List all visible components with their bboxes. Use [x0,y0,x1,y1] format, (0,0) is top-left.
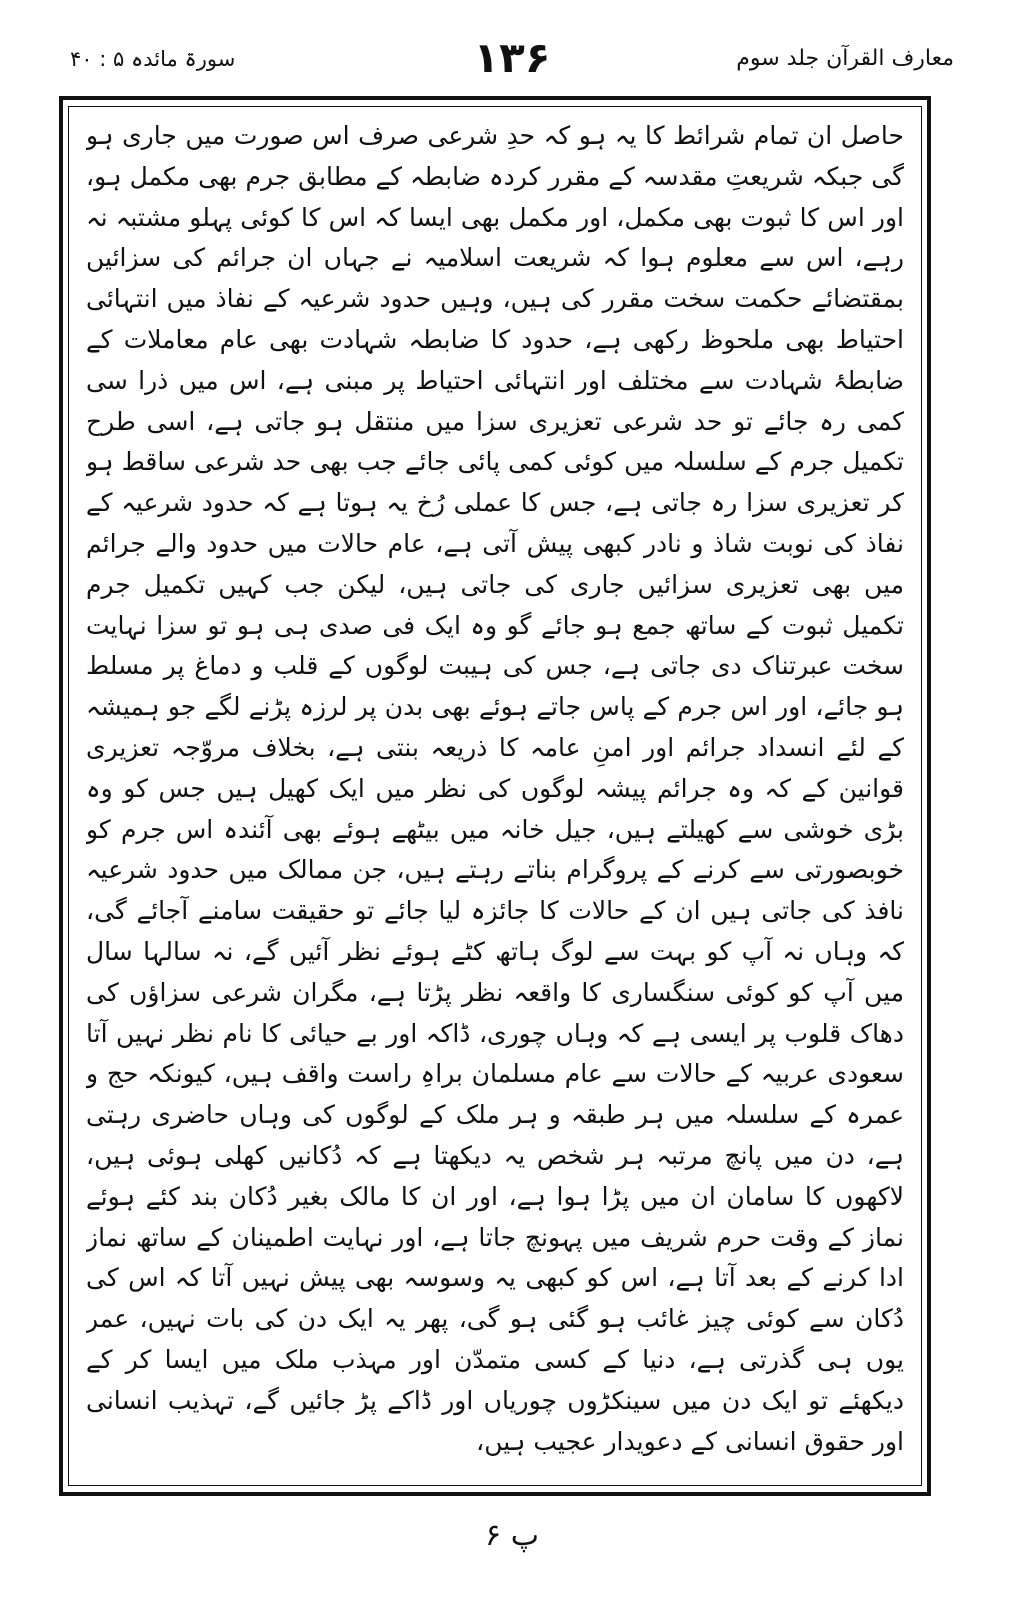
signature-mark: پ ۶ [485,1518,539,1553]
body-text [86,116,904,1476]
surah-reference: سورۃ مائدہ ۵ : ۴۰ [70,47,236,71]
book-title: معارف القرآن جلد سوم [736,46,954,71]
page-header [0,0,1024,98]
page-number: ۱۳۶ [473,33,551,82]
body-paragraph: حاصل ان تمام شرائط کا یہ ہو کہ حدِ شرعی صرف اس صورت میں جاری ہو گی جبکہ شریعتِ مقدسہ کے مقرر کردہ ضابطہ کے مطابق جرم بھی مکمل ہو، اور اس کا ثبوت بھی مکمل، اور مکمل بھی ایسا کہ اس کا کوئی پہلو مشتبہ نہ رہے، اس سے معلوم ہوا کہ شریعت اسلامیہ نے جہاں ان جرائم کی سزائیں بمقتضائے حکمت سخت مقرر کی ہیں، وہیں حدود شرعیہ کے نفاذ میں انتہائی احتیاط بھی ملحوظ رکھی ہے، حدود کا ضابطہ شہادت بھی عام معاملات کے ضابطۂ شہادت سے مختلف اور انتہائی احتیاط پر مبنی ہے، اس میں ذرا سی کمی رہ جائے تو حد شرعی تعزیری سزا میں منتقل ہو جاتی ہے، اسی طرح تکمیل جرم کے سلسلہ میں کوئی کمی پائی جائے جب بھی حد شرعی ساقط ہو کر تعزیری سزا رہ جاتی ہے، جس کا عملی رُخ یہ ہوتا ہے کہ حدود شرعیہ کے نفاذ کی نوبت شاذ و نادر کبھی پیش آتی ہے، عام حالات میں حدود والے جرائم میں بھی تعزیری سزائیں جاری کی جاتی ہیں، لیکن جب کہیں تکمیل جرم تکمیل ثبوت کے ساتھ جمع ہو جائے گو وہ ایک فی صدی ہی ہو تو سزا نہایت سخت عبرتناک دی جاتی ہے، جس کی ہیبت لوگوں کے قلب و دماغ پر مسلط ہو جائے، اور اس جرم کے پاس جاتے ہوئے بھی بدن پر لرزہ پڑنے لگے جو ہمیشہ کے لئے انسداد جرائم اور امنِ عامہ کا ذریعہ بنتی ہے، بخلاف مروّجہ تعزیری قوانین کے کہ وہ جرائم پیشہ لوگوں کی نظر میں ایک کھیل ہیں جس کو وہ بڑی خوشی سے کھیلتے ہیں، جیل خانہ میں بیٹھے ہوئے بھی آئندہ اس جرم کو خوبصورتی سے کرنے کے پروگرام بناتے رہتے ہیں، جن ممالک میں حدود شرعیہ نافذ کی جاتی ہیں ان کے حالات کا جائزہ لیا جائے تو حقیقت سامنے آجائے گی، کہ وہاں نہ آپ کو بہت سے لوگ ہاتھ کٹے ہوئے نظر آئیں گے، نہ سالہا سال میں آپ کو کوئی سنگساری کا واقعہ نظر پڑتا ہے، مگران شرعی سزاؤں کی دھاک قلوب پر ایسی ہے کہ وہاں چوری، ڈاکہ اور بے حیائی کا نام نظر نہیں آتا سعودی عربیہ کے حالات سے عام مسلمان براہِ راست واقف ہیں، کیونکہ حج و عمرہ کے سلسلہ میں ہر طبقہ و ہر ملک کے لوگوں کی وہاں حاضری رہتی ہے، دن میں پانچ مرتبہ ہر شخص یہ دیکھتا ہے کہ دُکانیں کھلی ہوئی ہیں، لاکھوں کا سامان ان میں پڑا ہوا ہے، اور ان کا مالک بغیر دُکان بند کئے ہوئے نماز کے وقت حرم شریف میں پہونچ جاتا ہے، اور نہایت اطمینان کے ساتھ نماز ادا کرنے کے بعد آتا ہے، اس کو کبھی یہ وسوسہ بھی پیش نہیں آتا کہ اس کی دُکان سے کوئی چیز غائب ہو گئی ہو گی، پھر یہ ایک دن کی بات نہیں، عمر یوں ہی گذرتی ہے، دنیا کے کسی متمدّن اور مہذب ملک میں ایسا کر کے دیکھئے تو ایک دن میں سینکڑوں چوریاں اور ڈاکے پڑ جائیں گے، تہذیب انسانی اور حقوق انسانی کے دعویدار عجیب ہیں، [86,121,904,1456]
